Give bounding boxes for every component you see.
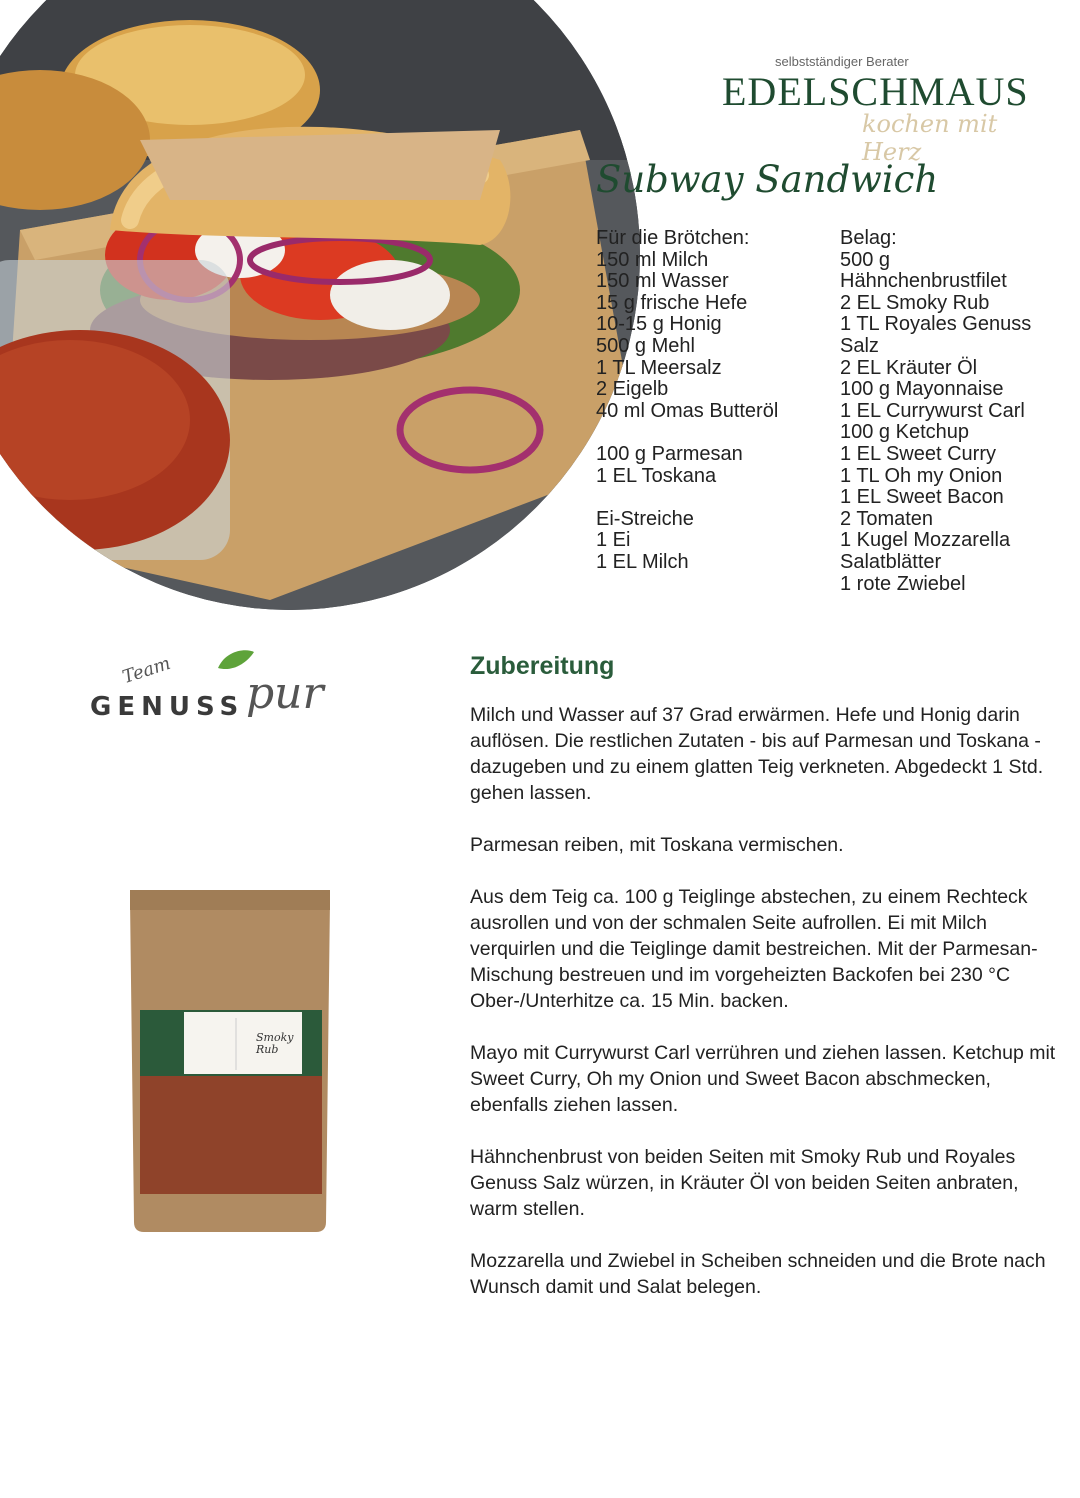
ingredient-line: Ei-Streiche — [596, 507, 694, 530]
ingredient-line: 2 Tomaten — [840, 507, 934, 530]
ingredient-line: Salz — [840, 334, 879, 357]
ingredient-line: Belag: — [840, 227, 897, 249]
ingredient-line: 1 Ei — [596, 529, 631, 552]
genuss-text: GENUSS — [90, 692, 245, 722]
ingredient-line — [596, 487, 778, 509]
preparation-paragraph: Milch und Wasser auf 37 Grad erwärmen. Hefe und Honig darin auflösen. Die restlichen Zutaten - bis auf Parmesan und Toskana - dazugeben und zu einem glatten Teig verkneten. Abgedeckt 1 Std. gehen lassen. — [470, 704, 1044, 804]
preparation-title: Zubereitung — [470, 652, 615, 680]
preparation-paragraph: Aus dem Teig ca. 100 g Teiglinge abstechen, zu einem Rechteck ausrollen und von der schmalen Seite aufrollen. Ei mit Milch verquirlen und die Teiglinge damit bestreichen. Mit der Parmesan-Mischung bestreuen und im vorgeheizten Backofen bei 230 °C Ober-/Unterhitze ca. 15 Min. backen. — [470, 886, 1038, 1012]
ingredient-line: 15 g frische Hefe — [596, 291, 748, 314]
preparation-text — [470, 702, 1060, 1326]
bag-label: Smoky Rub — [256, 1031, 294, 1056]
ingredient-line: 150 ml Wasser — [596, 270, 729, 293]
ingredient-line: 1 Kugel Mozzarella — [840, 529, 1011, 552]
ingredient-line: 1 EL Sweet Bacon — [840, 486, 1004, 509]
preparation-paragraph: Hähnchenbrust von beiden Seiten mit Smoky Rub und Royales Genuss Salz würzen, in Kräuter Öl von beiden Seiten anbraten, warm stellen. — [470, 1146, 1019, 1220]
ingredient-line: 2 Eigelb — [596, 378, 669, 401]
smoky-rub-bag — [126, 884, 334, 1236]
ingredient-line: 1 TL Meersalz — [596, 356, 722, 379]
ingredient-line: 10-15 g Honig — [596, 313, 722, 336]
team-text: Team — [119, 652, 174, 689]
brand-name: EDELSCHMAUS — [722, 69, 1029, 114]
ingredient-line: 500 g Mehl — [596, 334, 695, 357]
ingredient-line: 1 EL Sweet Curry — [840, 442, 996, 465]
ingredient-line: 150 ml Milch — [596, 248, 709, 271]
ingredient-line: Salatblätter — [840, 550, 942, 573]
ingredient-line: 2 EL Kräuter Öl — [840, 356, 978, 379]
ingredient-line: 100 g Parmesan — [596, 442, 743, 465]
ingredient-line: 1 EL Currywurst Carl — [840, 399, 1025, 422]
ingredient-line: 1 EL Toskana — [596, 464, 717, 487]
pur-text: pur — [246, 668, 324, 719]
team-genuss-logo — [88, 648, 348, 748]
ingredient-line: 1 rote Zwiebel — [840, 572, 966, 595]
sandwich-photo — [0, 0, 640, 610]
ingredient-line: 100 g Ketchup — [840, 421, 969, 444]
preparation-paragraph: Mozzarella und Zwiebel in Scheiben schneiden und die Brote nach Wunsch damit und Salat belegen. — [470, 1250, 1046, 1298]
ingredients-right — [840, 228, 1031, 595]
ingredient-line — [596, 422, 778, 444]
ingredient-line: Hähnchenbrustfilet — [840, 270, 1007, 293]
ingredient-line: 100 g Mayonnaise — [840, 378, 1004, 401]
ingredient-line: 2 EL Smoky Rub — [840, 291, 990, 314]
brand-subtitle: selbstständiger Berater — [775, 54, 909, 69]
ingredient-line: Für die Brötchen: — [596, 227, 750, 249]
recipe-title: Subway Sandwich — [596, 158, 939, 201]
ingredient-line: 1 TL Royales Genuss — [840, 313, 1032, 336]
preparation-paragraph: Mayo mit Currywurst Carl verrühren und ziehen lassen. Ketchup mit Sweet Curry, Oh my Onion und Sweet Bacon abschmecken, ebenfalls ziehen lassen. — [470, 1042, 1056, 1116]
ingredient-line: 1 EL Milch — [596, 550, 689, 573]
ingredients-left — [596, 228, 778, 574]
ingredient-line: 1 TL Oh my Onion — [840, 464, 1003, 487]
brand-tagline: kochen mit Herz — [862, 110, 998, 166]
ingredient-line: 40 ml Omas Butteröl — [596, 399, 779, 422]
preparation-paragraph: Parmesan reiben, mit Toskana vermischen. — [470, 834, 844, 856]
ingredient-line: 500 g — [840, 248, 891, 271]
